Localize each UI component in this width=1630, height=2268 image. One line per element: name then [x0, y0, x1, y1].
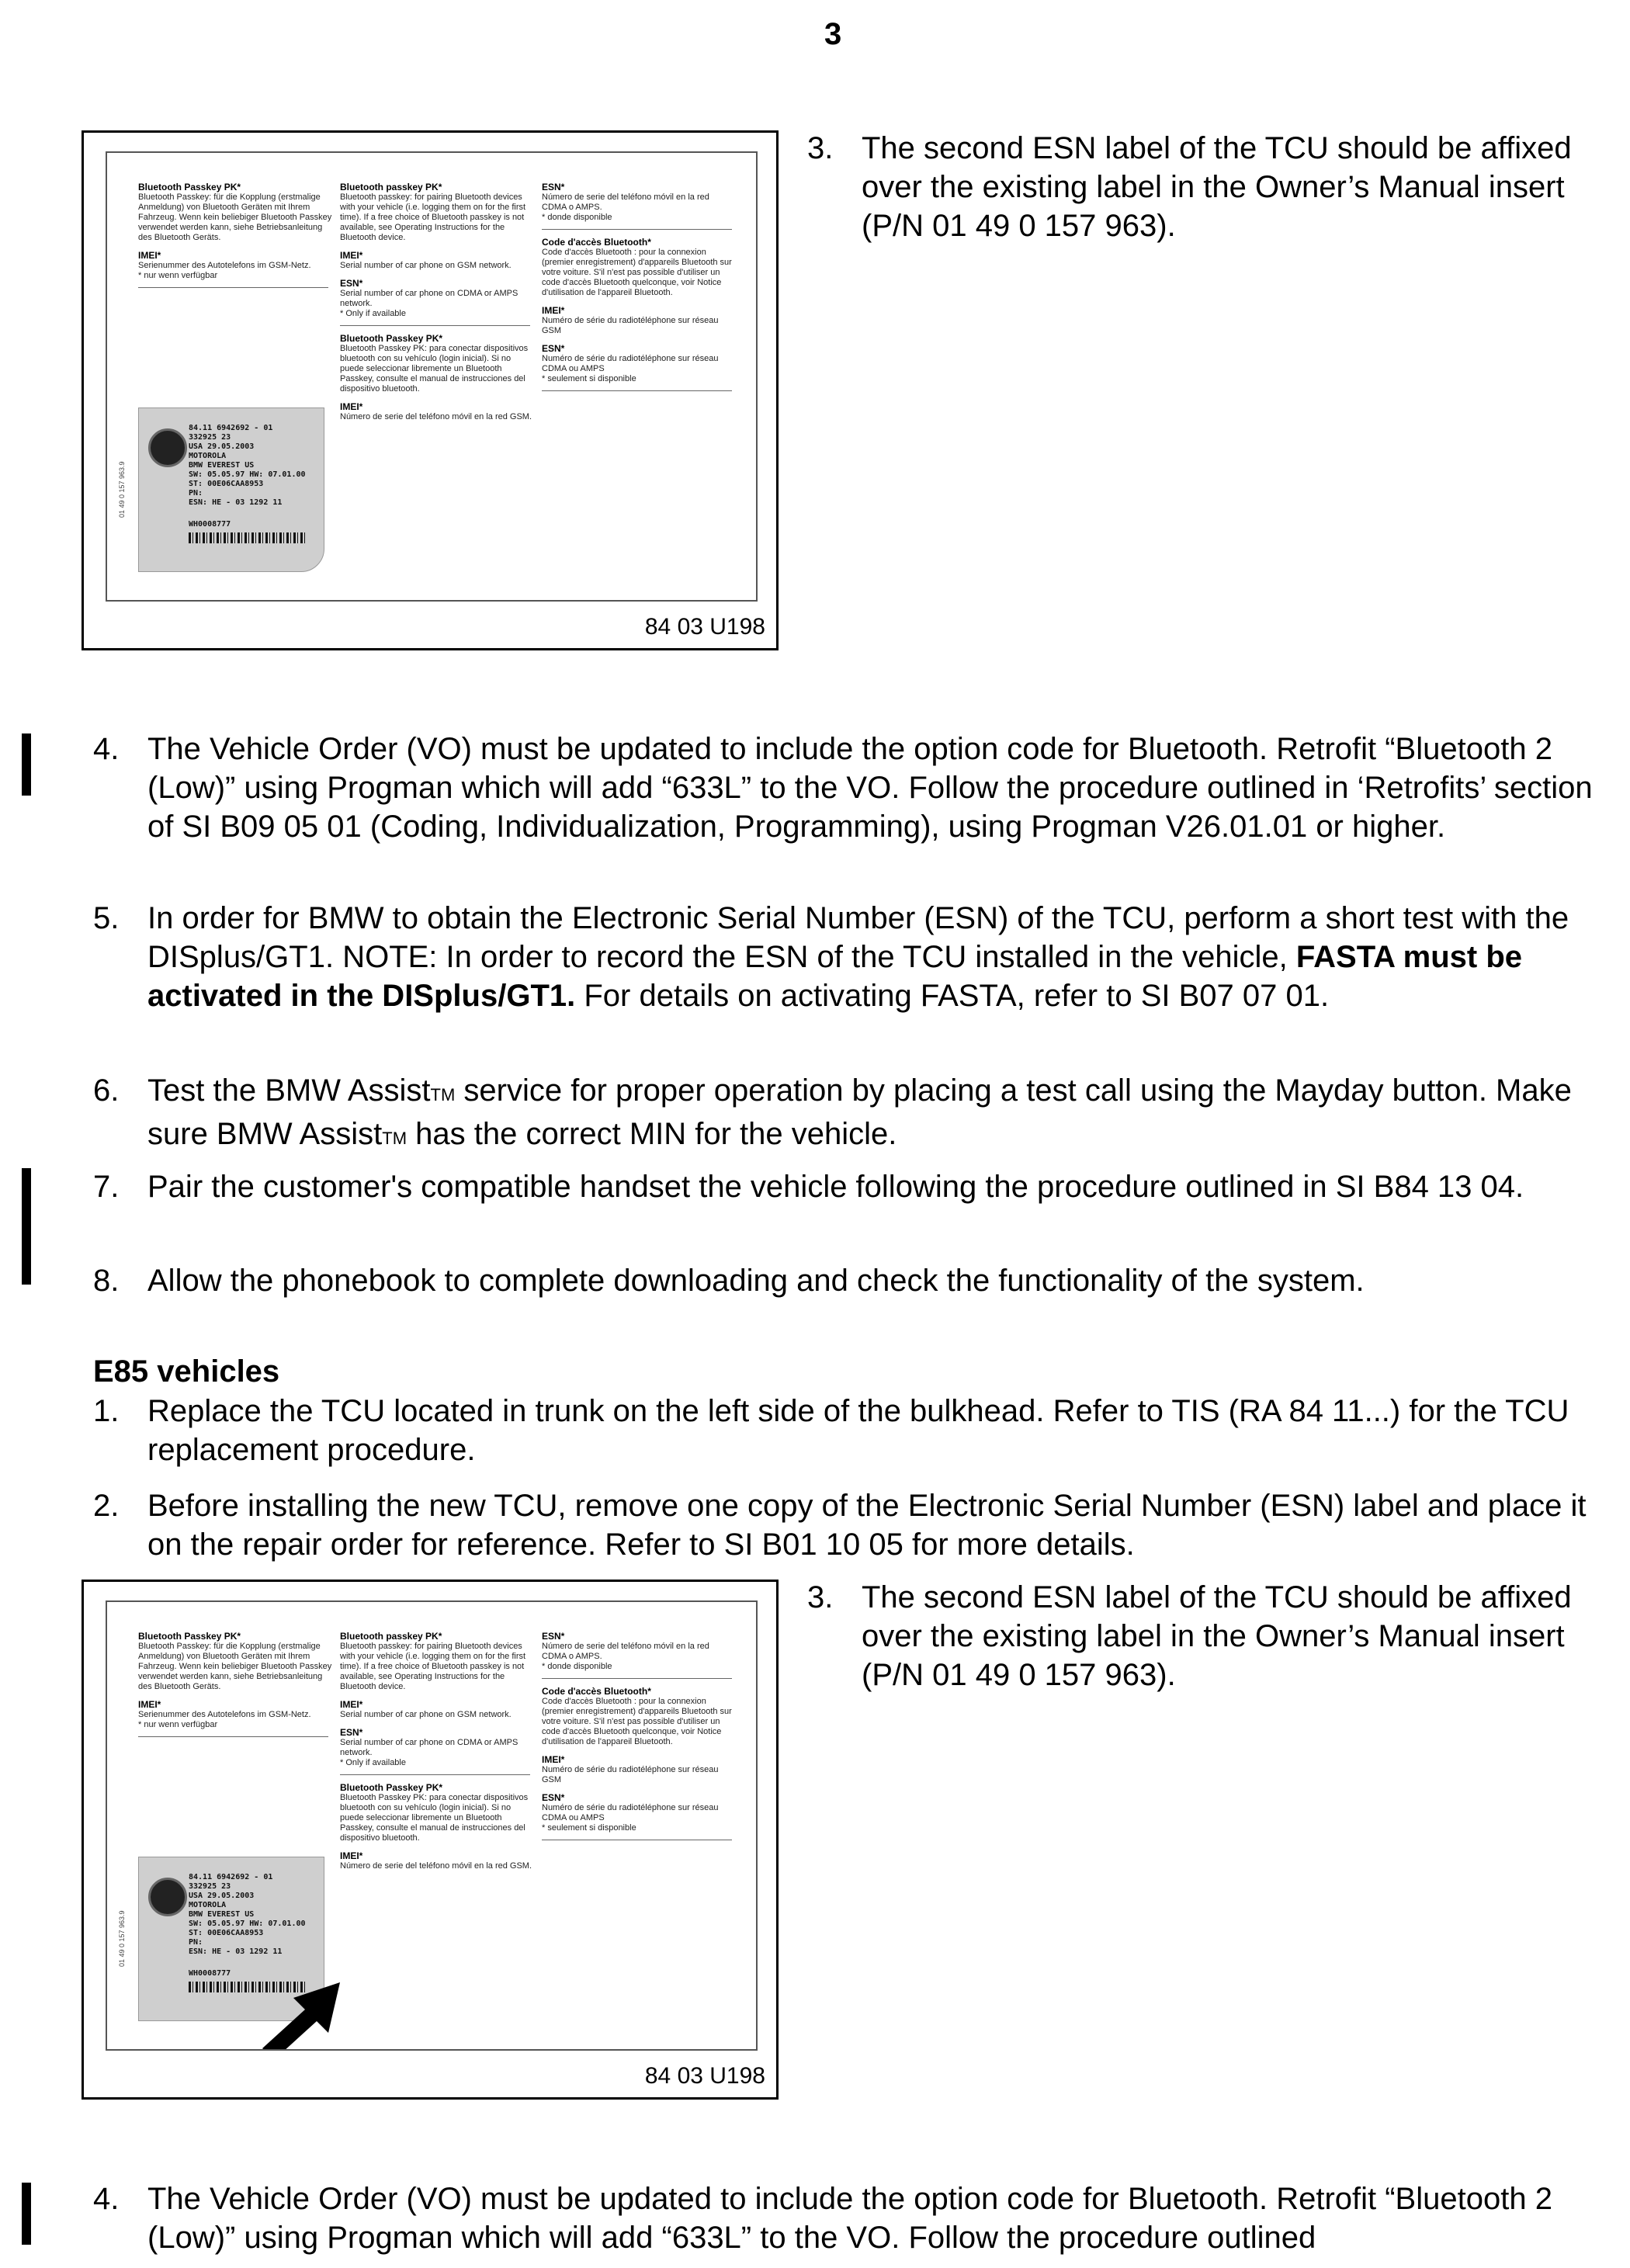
- label-text: Bluetooth Passkey: für die Kopplung (erstmalige Anmeldung) von Bluetooth Geräten mit Ihrem Fahrzeug. Wenn kein beliebiger Bluetooth Passkey verwendet werden kann, siehe Betriebsanleitung des Bluetooth Geräts.: [138, 1642, 332, 1691]
- part-number-vertical: 01 49 0 157 963.9: [118, 461, 126, 518]
- owners-manual-label-figure-2: [82, 1580, 779, 2100]
- label-text: Serial number of car phone on CDMA or AMPS network.: [340, 289, 518, 308]
- label-heading: IMEI*: [138, 1699, 161, 1710]
- label-insert-image: [106, 1600, 758, 2051]
- divider: [542, 390, 732, 391]
- change-bar: [22, 1168, 31, 1285]
- label-column-spanish-french: [542, 1632, 736, 1842]
- label-heading: Bluetooth Passkey PK*: [340, 333, 443, 344]
- barcode-icon: [189, 532, 305, 543]
- label-column-german: [138, 182, 332, 290]
- sticker-text: 84.11 6942692 - 01 332925 23 USA 29.05.2003 MOTOROLA BMW EVEREST US SW: 05.05.97 HW: 07.01.00 ST: 00E06CAA8953 PN: ESN: HE - 03 1292 11 WH0008777: [189, 424, 306, 529]
- label-text: Numéro de série du radiotéléphone sur réseau GSM: [542, 316, 719, 335]
- label-text: Serial number of car phone on GSM network.: [340, 261, 512, 270]
- label-text: Bluetooth Passkey: für die Kopplung (erstmalige Anmeldung) von Bluetooth Geräten mit Ihrem Fahrzeug. Wenn kein beliebiger Bluetooth Passkey verwendet werden kann, siehe Betriebsanleitung des Bluetooth Geräts.: [138, 192, 332, 242]
- divider: [340, 1774, 530, 1775]
- label-text: Code d'accès Bluetooth : pour la connexion (premier enregistrement) d'appareils Bluetooth sur votre voiture. S'il n'est pas possible d'utiliser un code d'accès Bluetooth quelconque, voir Notice d'utilisation de l'appareil Bluetooth.: [542, 1697, 732, 1746]
- label-heading: IMEI*: [138, 250, 161, 261]
- label-text: * nur wenn verfügbar: [138, 271, 218, 280]
- label-text: Número de serie del teléfono móvil en la red CDMA o AMPS.: [542, 192, 709, 212]
- sticker-text: 84.11 6942692 - 01 332925 23 USA 29.05.2003 MOTOROLA BMW EVEREST US SW: 05.05.97 HW: 07.01.00 ST: 00E06CAA8953 PN: ESN: HE - 03 1292 11 WH0008777: [189, 1873, 306, 1978]
- label-column-spanish-french: [542, 182, 736, 393]
- figure-caption: 84 03 U198: [644, 2063, 765, 2089]
- label-heading: IMEI*: [340, 1850, 363, 1861]
- label-heading: Bluetooth passkey PK*: [340, 182, 442, 192]
- label-heading: IMEI*: [340, 1699, 363, 1710]
- change-bar: [22, 733, 31, 796]
- divider: [138, 1736, 328, 1737]
- label-text: * Only if available: [340, 309, 406, 318]
- label-text: Bluetooth passkey: for pairing Bluetooth devices with your vehicle (i.e. logging them on for the first time). If a free choice of Bluetooth passkey is not available, see Operating Instructions for the Bluetooth device.: [340, 192, 526, 242]
- label-heading: ESN*: [542, 182, 565, 192]
- label-text: * donde disponible: [542, 1662, 612, 1671]
- label-text: Numéro de série du radiotéléphone sur réseau CDMA ou AMPS: [542, 1803, 719, 1822]
- part-number-vertical: 01 49 0 157 963.9: [118, 1910, 126, 1967]
- divider: [340, 325, 530, 326]
- figure-caption: 84 03 U198: [644, 614, 765, 640]
- label-text: * seulement si disponible: [542, 1823, 636, 1833]
- label-text: Serienummer des Autotelefons im GSM-Netz.: [138, 1710, 311, 1719]
- label-heading: Bluetooth Passkey PK*: [340, 1782, 443, 1793]
- label-text: Bluetooth Passkey PK: para conectar dispositivos bluetooth con su vehículo (login inicial). Si no puede seleccionar libremente un Bluetooth Passkey, consulte el manual de instrucciones del dispositivo bluetooth.: [340, 1793, 529, 1843]
- label-text: * seulement si disponible: [542, 374, 636, 383]
- label-text: Número de serie del teléfono móvil en la red GSM.: [340, 412, 532, 421]
- label-heading: Bluetooth Passkey PK*: [138, 182, 241, 192]
- label-heading: ESN*: [542, 1792, 565, 1803]
- divider: [542, 1678, 732, 1679]
- label-heading: ESN*: [542, 343, 565, 354]
- label-text: * nur wenn verfügbar: [138, 1720, 218, 1729]
- label-heading: ESN*: [340, 1727, 363, 1738]
- label-text: * donde disponible: [542, 213, 612, 222]
- bmw-logo-icon: [148, 428, 187, 467]
- label-text: Bluetooth Passkey PK: para conectar dispositivos bluetooth con su vehículo (login inicial). Si no puede seleccionar libremente un Bluetooth Passkey, consulte el manual de instrucciones del dispositivo bluetooth.: [340, 344, 529, 394]
- label-column-english-spanish: [340, 1632, 534, 1871]
- label-text: * Only if available: [340, 1758, 406, 1767]
- arrow-pointer-icon: [262, 1982, 348, 2051]
- label-text: Serial number of car phone on CDMA or AMPS network.: [340, 1738, 518, 1757]
- label-text: Serial number of car phone on GSM network.: [340, 1710, 512, 1719]
- section-heading-e85: E85 vehicles: [93, 1354, 280, 1389]
- label-heading: Bluetooth passkey PK*: [340, 1631, 442, 1642]
- divider: [138, 287, 328, 288]
- label-text: Bluetooth passkey: for pairing Bluetooth devices with your vehicle (i.e. logging them on for the first time). If a free choice of Bluetooth passkey is not available, see Operating Instructions for the Bluetooth device.: [340, 1642, 526, 1691]
- label-heading: IMEI*: [340, 250, 363, 261]
- label-heading: ESN*: [542, 1631, 565, 1642]
- label-heading: IMEI*: [340, 401, 363, 412]
- label-heading: Bluetooth Passkey PK*: [138, 1631, 241, 1642]
- change-bar: [22, 2183, 31, 2245]
- label-column-german: [138, 1632, 332, 1739]
- label-text: Code d'accès Bluetooth : pour la connexion (premier enregistrement) d'appareils Bluetooth sur votre voiture. S'il n'est pas possible d'utiliser un code d'accès Bluetooth quelconque, voir Notice d'utilisation de l'appareil Bluetooth.: [542, 248, 732, 297]
- label-text: Numéro de série du radiotéléphone sur réseau CDMA ou AMPS: [542, 354, 719, 373]
- label-heading: ESN*: [340, 278, 363, 289]
- divider: [542, 229, 732, 230]
- label-heading: Code d'accès Bluetooth*: [542, 237, 651, 248]
- label-column-english-spanish: [340, 182, 534, 422]
- bmw-logo-icon: [148, 1878, 187, 1916]
- label-text: Numéro de série du radiotéléphone sur réseau GSM: [542, 1765, 719, 1784]
- label-insert-image: [106, 151, 758, 602]
- esn-label-sticker: [138, 407, 324, 572]
- label-text: Serienummer des Autotelefons im GSM-Netz.: [138, 261, 311, 270]
- label-text: Número de serie del teléfono móvil en la red GSM.: [340, 1861, 532, 1871]
- owners-manual-label-figure: [82, 130, 779, 650]
- label-text: Número de serie del teléfono móvil en la red CDMA o AMPS.: [542, 1642, 709, 1661]
- label-heading: IMEI*: [542, 1754, 565, 1765]
- label-heading: IMEI*: [542, 305, 565, 316]
- label-heading: Code d'accès Bluetooth*: [542, 1686, 651, 1697]
- page-number: 3: [824, 17, 842, 51]
